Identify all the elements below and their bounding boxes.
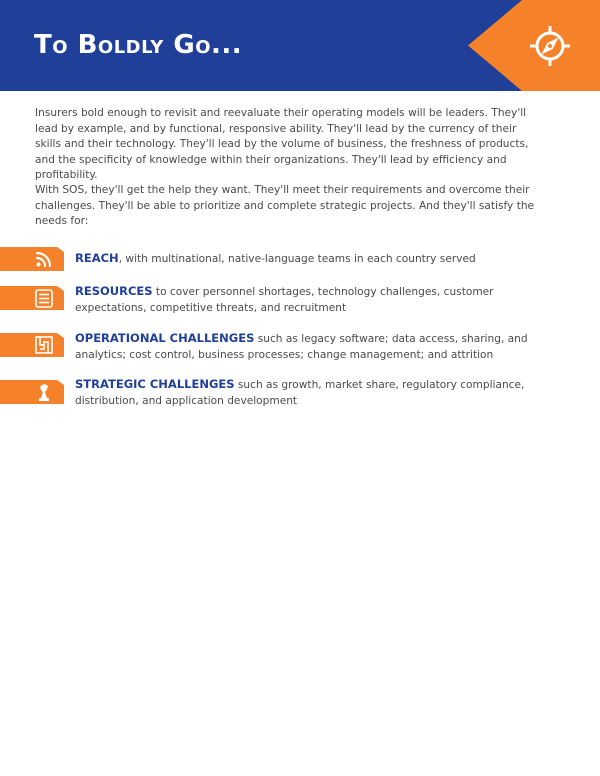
need-description: such as legacy software; data access, sharing, and analytics; cost control, business processes; change management; and attrition (75, 333, 528, 361)
maze-icon (0, 333, 64, 357)
need-description: such as growth, market share, regulatory compliance, distribution, and application development (75, 379, 525, 407)
intro-paragraph-2: With SOS, they'll get the help they want. They'll meet their requirements and overcome their challenges. They'll be able to prioritize and complete strategic projects. And they'll satisfy the needs for: (35, 184, 535, 228)
need-keyword: REACH (75, 251, 119, 265)
need-description: , with multinational, native-language teams in each country served (118, 253, 476, 265)
compass-icon (468, 0, 600, 91)
need-keyword: OPERATIONAL CHALLENGES (75, 331, 255, 345)
document-list-icon (0, 286, 64, 310)
need-description: to cover personnel shortages, technology challenges, customer expectations, competitive threats, and recruitment (75, 286, 494, 314)
need-keyword: STRATEGIC CHALLENGES (75, 377, 235, 391)
need-keyword: RESOURCES (75, 284, 153, 298)
rss-feed-icon (0, 247, 64, 271)
intro-paragraph-1: Insurers bold enough to revisit and reevaluate their operating models will be leaders. They'll lead by example, and by functional, responsive ability. They'll lead by the currency of their skills and their technology. They'll lead by the volume of business, the freshness of products, and the specificity of knowledge within their organizations. They'll lead by efficiency and profitability. (35, 107, 529, 182)
chess-piece-icon (0, 380, 64, 404)
header-banner (0, 0, 600, 91)
page-title: To Boldly Go... (34, 30, 243, 60)
